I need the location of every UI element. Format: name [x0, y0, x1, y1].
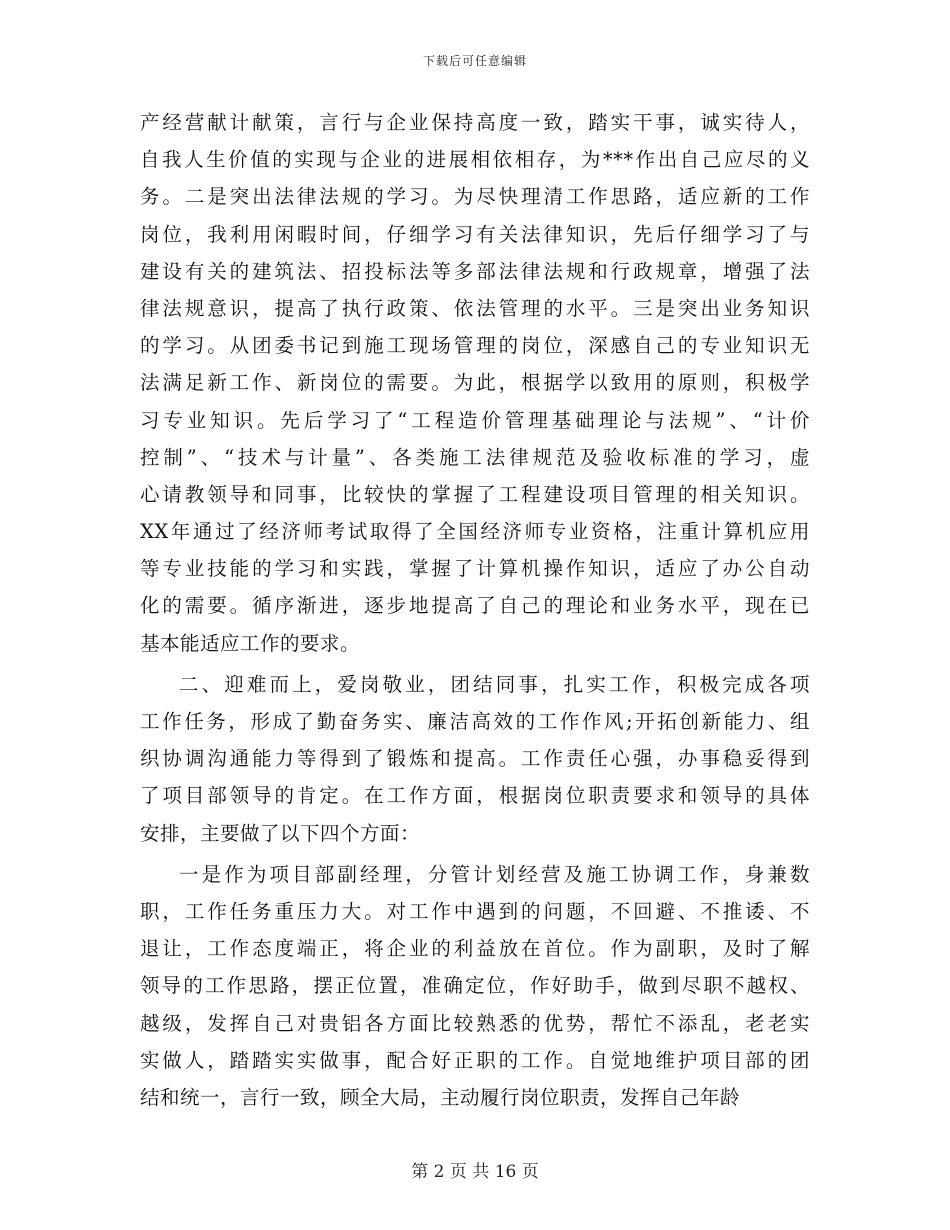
text-line: 法满足新工作、新岗位的需要。为此，根据学以致用的原则，积极学: [140, 371, 810, 395]
page-header-note: 下载后可任意编辑: [422, 54, 527, 68]
text-line: 控制”、“技术与计量”、各类施工法律规范及验收标准的学习，虚: [140, 445, 810, 469]
text-line: 二、迎难而上，爱岗敬业，团结同事，扎实工作，积极完成各项: [179, 672, 810, 696]
page-footer: [0, 1157, 950, 1182]
footer-prefix: 第: [411, 1162, 429, 1182]
text-line: 结和统一，言行一致，顾全大局，主动履行岗位职责，发挥自己年龄: [140, 1085, 741, 1109]
text-line: 职，工作任务重压力大。对工作中遇到的问题，不回避、不推诿、不: [140, 899, 810, 923]
text-line: 化的需要。循序渐进，逐步地提高了自己的理论和业务水平，现在已: [140, 594, 810, 618]
text-line: 基本能适应工作的要求。: [140, 631, 361, 655]
text-line: 越级，发挥自己对贵铝各方面比较熟悉的优势，帮忙不添乱，老老实: [140, 1011, 810, 1035]
text-line: 自我人生价值的实现与企业的进展相依相存，为***作出自己应尽的义: [140, 148, 810, 172]
text-line: 岗位，我利用闲暇时间，仔细学习有关法律知识，先后仔细学习了与: [140, 222, 810, 246]
text-line: 实做人，踏踏实实做事，配合好正职的工作。自觉地维护项目部的团: [140, 1048, 810, 1072]
text-line: XX年通过了经济师考试取得了全国经济师专业资格，注重计算机应用: [140, 520, 810, 544]
text-line: 务。二是突出法律法规的学习。为尽快理清工作思路，适应新的工作: [140, 185, 810, 209]
text-line: 律法规意识，提高了执行政策、依法管理的水平。三是突出业务知识: [140, 296, 810, 320]
text-line: 的学习。从团委书记到施工现场管理的岗位，深感自己的专业知识无: [140, 334, 810, 358]
text-line: 习专业知识。先后学习了“工程造价管理基础理论与法规”、“计价: [140, 408, 810, 432]
footer-suffix: 页: [521, 1162, 539, 1182]
body-text: [140, 104, 810, 1116]
text-line: 产经营献计献策，言行与企业保持高度一致，踏实干事，诚实待人，: [140, 111, 810, 134]
paragraph: [140, 856, 810, 1116]
text-line: 一是作为项目部副经理，分管计划经营及施工协调工作，身兼数: [179, 862, 810, 886]
text-line: 建设有关的建筑法、招投标法等多部法律法规和行政规章，增强了法: [140, 259, 810, 283]
footer-total-pages: 16: [494, 1162, 517, 1182]
footer-middle: 页 共: [449, 1162, 490, 1182]
footer-page-number: 2: [433, 1162, 445, 1182]
paragraph: [140, 666, 810, 852]
text-line: 领导的工作思路，摆正位置，准确定位，作好助手，做到尽职不越权、: [140, 974, 810, 998]
text-line: 工作任务，形成了勤奋务实、廉洁高效的工作作风;开拓创新能力、组: [140, 710, 810, 733]
paragraph: [140, 104, 810, 662]
text-line: 退让，工作态度端正，将企业的利益放在首位。作为副职，及时了解: [140, 937, 810, 961]
text-line: 织协调沟通能力等得到了锻炼和提高。工作责任心强，办事稳妥得到: [140, 747, 810, 771]
text-line: 心请教领导和同事，比较快的掌握了工程建设项目管理的相关知识。: [140, 482, 810, 506]
text-line: 等专业技能的学习和实践，掌握了计算机操作知识，适应了办公自动: [140, 557, 810, 581]
text-line: 了项目部领导的肯定。在工作方面，根据岗位职责要求和领导的具体: [140, 784, 810, 808]
text-line: 安排，主要做了以下四个方面：: [140, 821, 421, 845]
